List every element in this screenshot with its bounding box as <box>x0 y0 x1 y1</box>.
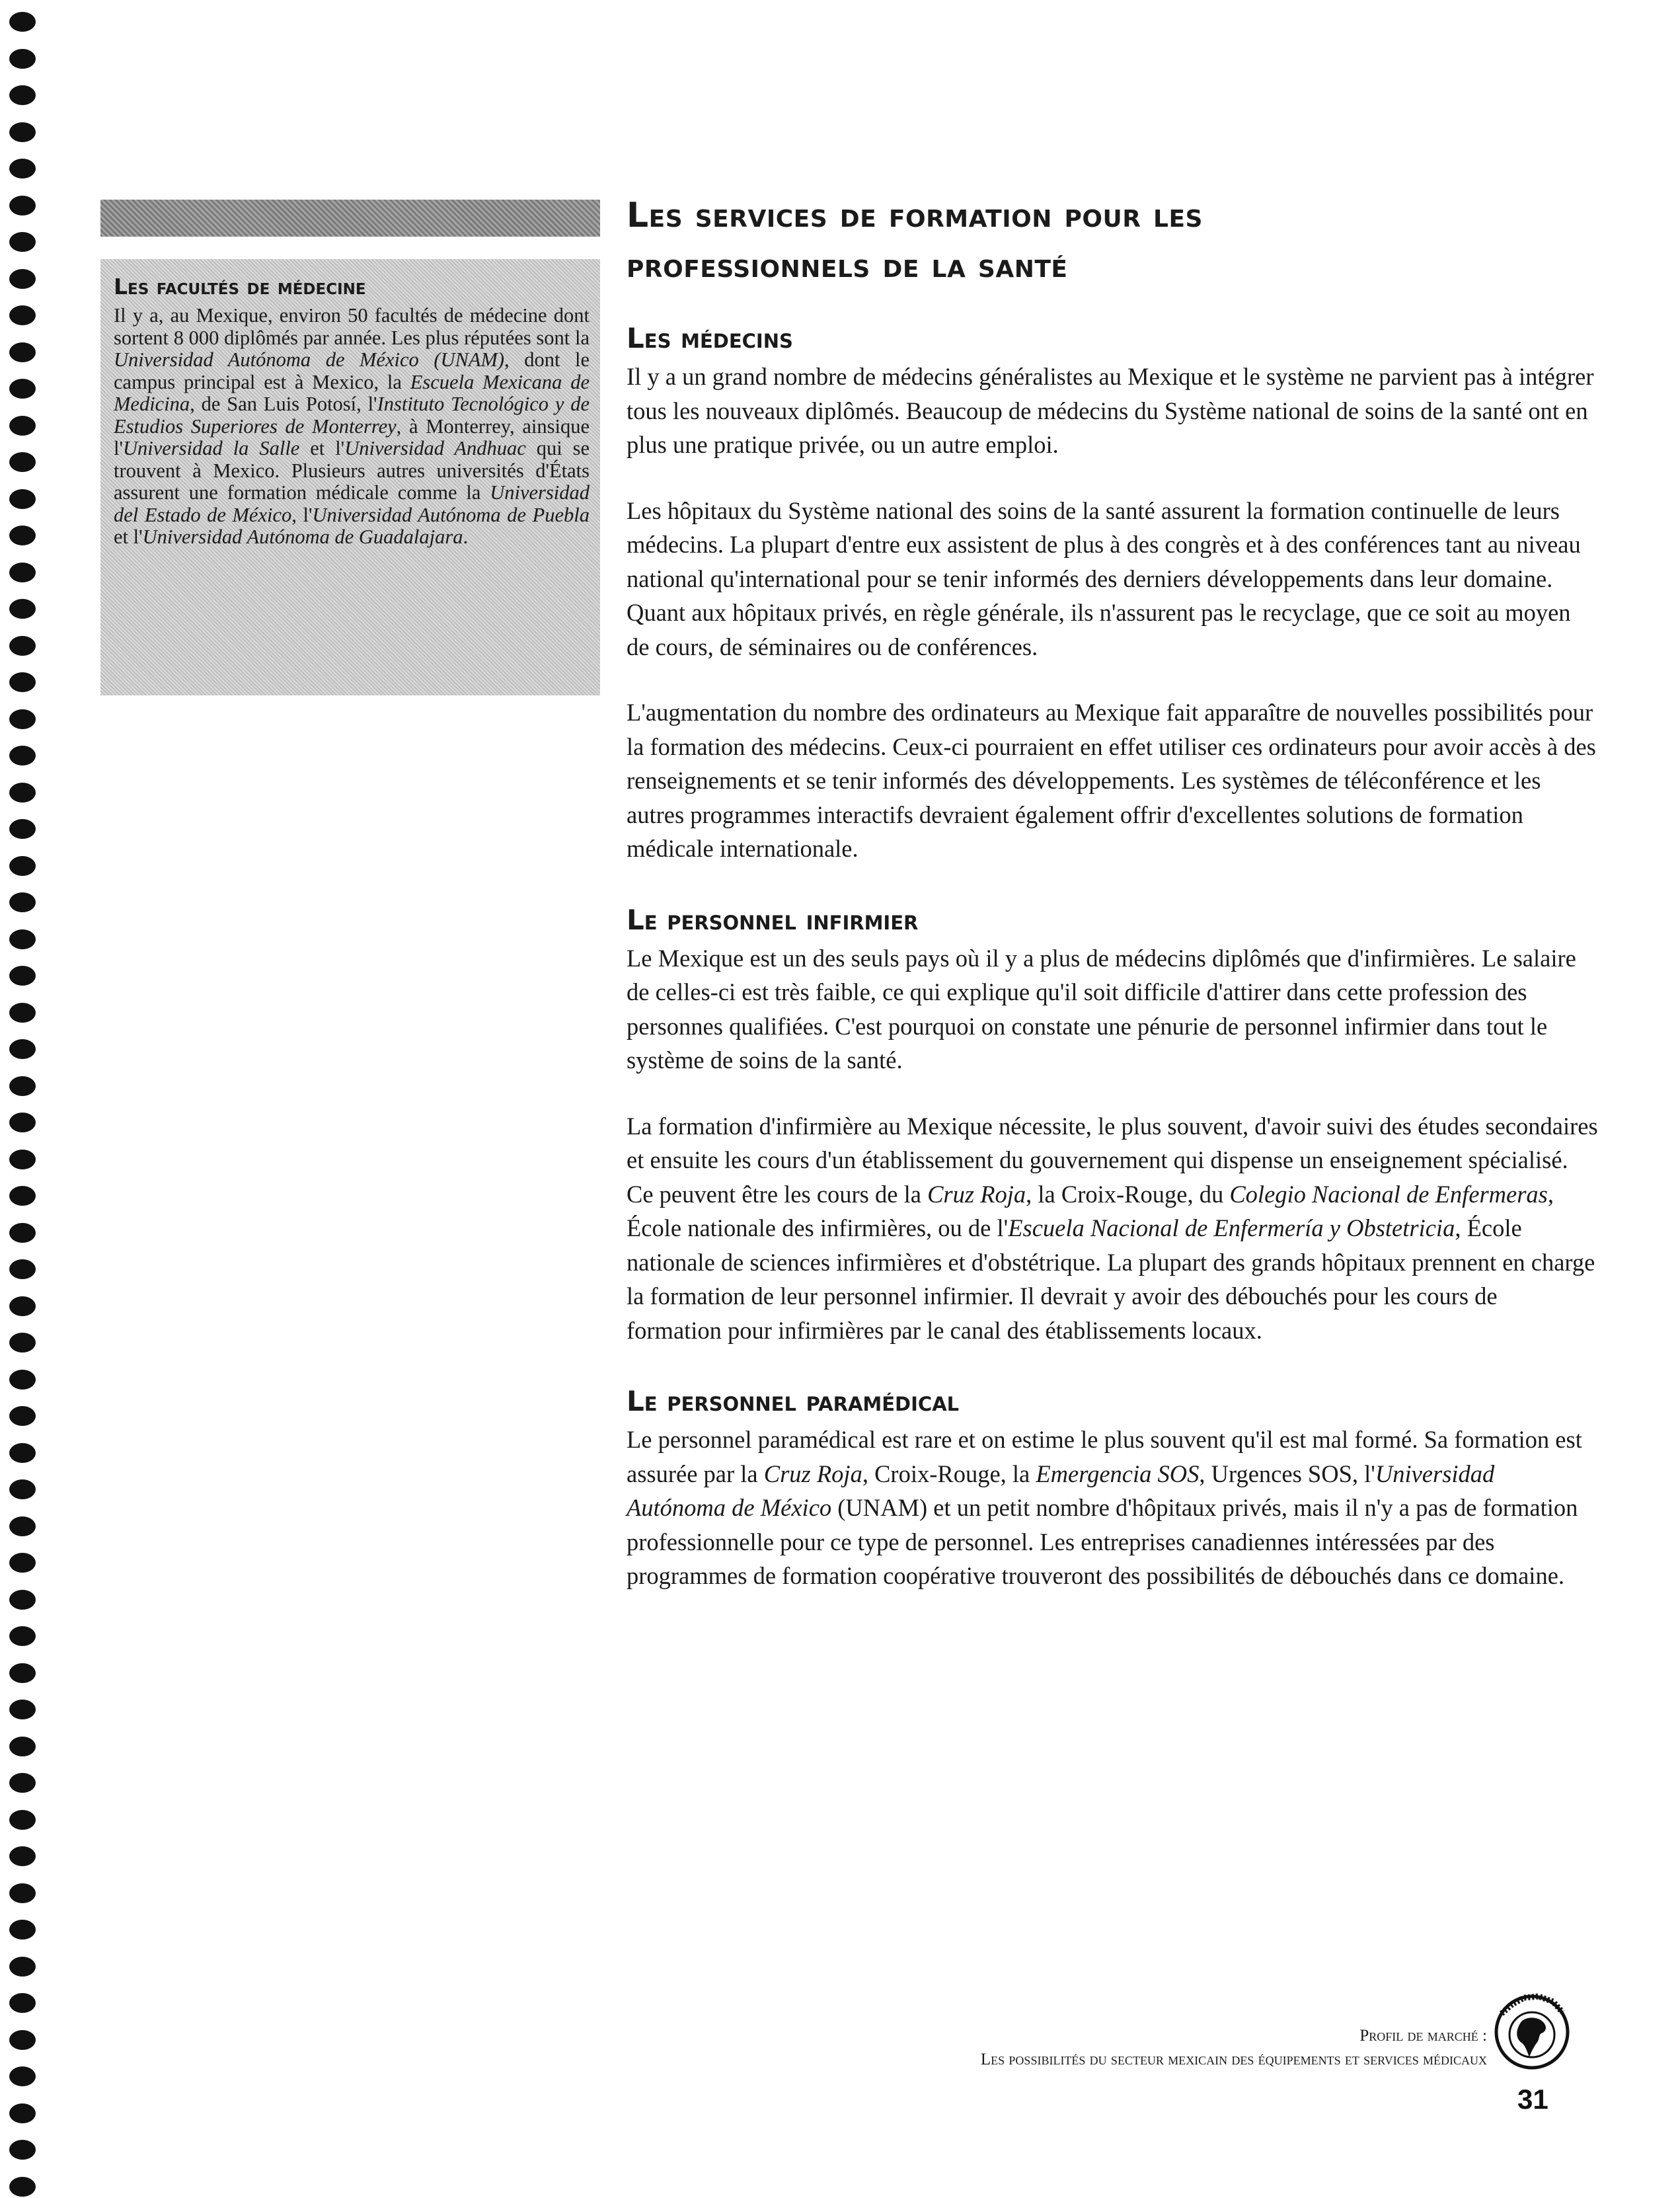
binding-hole <box>9 1370 36 1390</box>
binding-hole <box>9 49 36 69</box>
main-content <box>627 190 1598 1625</box>
binding-hole <box>9 1406 36 1426</box>
binding-hole <box>9 122 36 142</box>
binding-hole <box>9 1957 36 1977</box>
paragraph: Il y a un grand nombre de médecins généralistes au Mexique et le système ne parvient pas à intégrer tous les nouveaux diplômés. Beaucoup de médecins du Système national de soins de la santé ont en plus une pratique privée, ou un autre emploi. <box>627 363 1594 458</box>
binding-hole <box>9 489 36 509</box>
binding-hole <box>9 342 36 362</box>
binding-hole <box>9 1003 36 1023</box>
page-number: 31 <box>1517 2084 1548 2115</box>
binding-hole <box>9 1443 36 1463</box>
binding-hole <box>9 2103 36 2123</box>
binding-hole <box>9 709 36 729</box>
paragraph: Le personnel paramédical est rare et on estime le plus souvent qu'il est mal formé. Sa formation est assurée par la Cruz Roja, Croix-Rouge, la Emergencia SOS, Urgences SOS, l'Universidad Autónoma de México (UNAM) et un petit nombre d'hôpitaux privés, mais il n'y a pas de formation professionnelle pour ce type de personnel. Les entreprises canadiennes intéressées par des programmes de formation coopérative trouveront des possibilités de débouchés dans ce domaine. <box>627 1426 1582 1589</box>
binding-hole <box>9 2066 36 2086</box>
footer-publication-title: Profil de marché : <box>1359 2027 1487 2045</box>
binding-hole <box>9 892 36 912</box>
page-title-line2: professionnels de la santé <box>627 246 1068 286</box>
binding-hole <box>9 379 36 399</box>
binding-hole <box>9 1920 36 1940</box>
binding-hole <box>9 929 36 949</box>
binding-hole <box>9 269 36 289</box>
binding-hole <box>9 672 36 692</box>
section-heading: Le personnel infirmier <box>627 903 919 936</box>
binding-hole <box>9 1590 36 1610</box>
section-heading: Les médecins <box>627 322 793 354</box>
binding-hole <box>9 1259 36 1279</box>
section-personnel-paramedical <box>627 1383 1598 1593</box>
binding-hole <box>9 1993 36 2013</box>
binding-hole <box>9 1186 36 1206</box>
section-personnel-infirmier <box>627 902 1598 1348</box>
binding-hole <box>9 452 36 472</box>
binding-hole <box>9 2030 36 2050</box>
binding-hole <box>9 1076 36 1096</box>
binding-hole <box>9 746 36 765</box>
binding-hole <box>9 1700 36 1719</box>
sidebar-header-bar <box>100 200 600 237</box>
paragraph: Le Mexique est un des seuls pays où il y a plus de médecins diplômés que d'infirmières. Le salaire de celles-ci est très faible, ce qui explique qu'il soit difficile d'attirer dans cette profession des personnes qualifiées. C'est pourquoi on constate une pénurie de personnel infirmier dans tout le système de soins de la santé. <box>627 944 1576 1074</box>
footer-publication-subtitle: Les possibilités du secteur mexicain des équipements et services médicaux <box>980 2051 1487 2068</box>
sidebar-box <box>100 259 600 695</box>
north-america-globe-logo <box>1492 1991 1572 2077</box>
binding-hole <box>9 2177 36 2197</box>
binding-hole <box>9 1663 36 1683</box>
binding-hole <box>9 416 36 436</box>
spiral-binding <box>0 0 40 2198</box>
section-medecins <box>627 320 1598 866</box>
binding-hole <box>9 159 36 178</box>
sidebar-text: Il y a, au Mexique, environ 50 facultés de médecine dont sortent 8 000 diplômés par année. Les plus réputées sont la Universidad Autónoma de México (UNAM), dont le campus principal est à Mexico, la Escuela Mexicana de Medicina, de San Luis Potosí, l'Instituto Tecnológico y de Estudios Superiores de Monterrey, à Monterrey, ainsique l'Universidad la Salle et l'Universidad Andhuac qui se trouvent à Mexico. Plusieurs autres universités d'États assurent une formation médicale comme la Universidad del Estado de México, l'Universidad Autónoma de Puebla et l'Universidad Autónoma de Guadalajara. <box>114 304 590 548</box>
binding-hole <box>9 2140 36 2160</box>
binding-hole <box>9 1737 36 1756</box>
binding-hole <box>9 783 36 803</box>
binding-hole <box>9 232 36 252</box>
binding-hole <box>9 305 36 325</box>
section-heading: Le personnel paramédical <box>627 1385 960 1417</box>
binding-hole <box>9 12 36 32</box>
binding-hole <box>9 819 36 839</box>
binding-hole <box>9 1333 36 1353</box>
binding-hole <box>9 1773 36 1793</box>
binding-hole <box>9 1479 36 1499</box>
paragraph: L'augmentation du nombre des ordinateurs au Mexique fait apparaître de nouvelles possibilités pour la formation des médecins. Ceux-ci pourraient en effet utiliser ces ordinateurs pour avoir accès à des renseignements et se tenir informés des développements. Les systèmes de téléconférence et les autres programmes interactifs devraient également offrir d'excellentes solutions de formation médicale internationale. <box>627 699 1596 862</box>
paragraph: Les hôpitaux du Système national des soins de la santé assurent la formation continuelle de leurs médecins. La plupart d'entre eux assistent de plus à des congrès et à des conférences tant au niveau national qu'international pour se tenir informés des derniers développements dans leur domaine. Quant aux hôpitaux privés, en règle générale, ils n'assurent pas le recyclage, que ce soit au moyen de cours, de séminaires ou de conférences. <box>627 496 1581 660</box>
binding-hole <box>9 563 36 582</box>
binding-hole <box>9 1113 36 1132</box>
page-title-line1: Les services de formation pour les <box>627 196 1203 235</box>
binding-hole <box>9 196 36 216</box>
binding-hole <box>9 526 36 545</box>
binding-hole <box>9 1150 36 1169</box>
binding-hole <box>9 1553 36 1573</box>
binding-hole <box>9 1516 36 1536</box>
binding-hole <box>9 1810 36 1830</box>
binding-hole <box>9 636 36 656</box>
binding-hole <box>9 1846 36 1866</box>
binding-hole <box>9 1039 36 1059</box>
sidebar-title: Les facultés de médecine <box>114 274 366 299</box>
binding-hole <box>9 1883 36 1903</box>
binding-hole <box>9 966 36 986</box>
binding-hole <box>9 1296 36 1316</box>
binding-hole <box>9 1223 36 1243</box>
binding-hole <box>9 1626 36 1646</box>
paragraph: La formation d'infirmière au Mexique nécessite, le plus souvent, d'avoir suivi des études secondaires et ensuite les cours d'un établissement du gouvernement qui dispense un enseignement spécialisé. Ce peuvent être les cours de la Cruz Roja, la Croix-Rouge, du Colegio Nacional de Enfermeras, École nationale des infirmières, ou de l'Escuela Nacional de Enfermería y Obstetricia, École nationale de sciences infirmières et d'obstétrique. La plupart des grands hôpitaux prennent en charge la formation de leur personnel infirmier. Il devrait y avoir des débouchés pour les cours de formation pour infirmières par le canal des établissements locaux. <box>627 1112 1598 1344</box>
binding-hole <box>9 599 36 619</box>
page-title <box>627 190 1598 291</box>
binding-hole <box>9 85 36 105</box>
binding-hole <box>9 856 36 876</box>
